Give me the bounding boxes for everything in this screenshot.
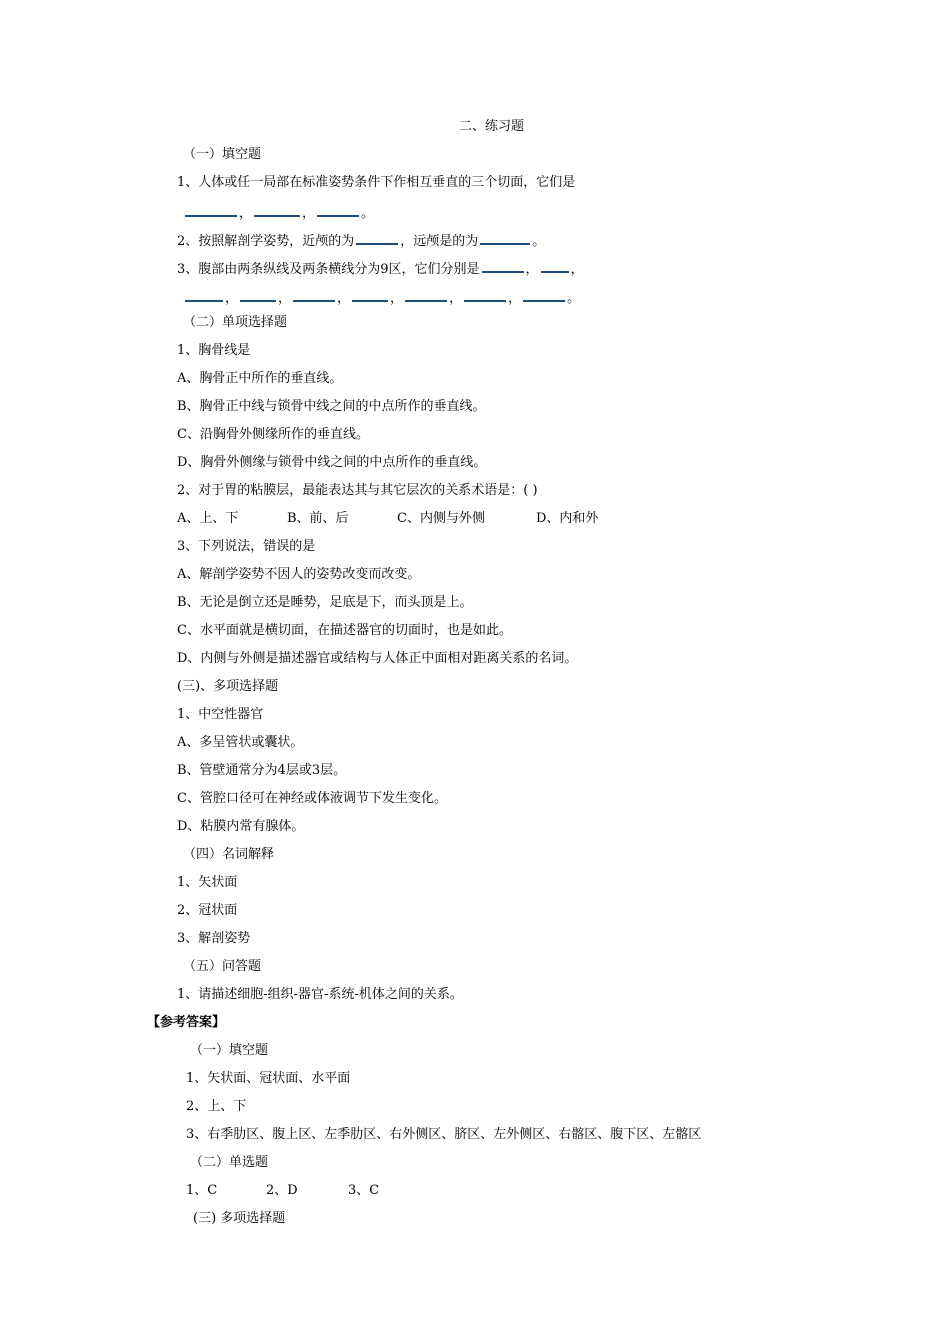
fill-question-3-blanks: ， ， ， ， ， ， 。 — [183, 287, 580, 308]
option-d: D、粘膜内常有腺体。 — [177, 819, 305, 834]
fill-question-2: 2、按照解剖学姿势，近颅的为 ，远颅是的为 。 — [177, 230, 545, 251]
multi-question-1: 1、中空性器官 — [177, 707, 264, 722]
answer-single-3: 3、C — [348, 1183, 380, 1198]
section-term-definitions: （四）名词解释 — [183, 847, 275, 862]
single-question-2: 2、对于胃的粘膜层，最能表达其与其它层次的关系术语是：( ) — [177, 483, 538, 498]
answer-fill-2: 2、上、下 — [186, 1099, 247, 1114]
blank-line — [405, 287, 447, 302]
option-b: B、管壁通常分为4层或3层。 — [177, 763, 347, 778]
fill-question-1: 1、人体或任一局部在标准姿势条件下作相互垂直的三个切面，它们是 — [177, 175, 576, 190]
term-3: 3、解剖姿势 — [177, 931, 251, 946]
answer-section-single: （二）单选题 — [190, 1155, 269, 1170]
option-c: C、沿胸骨外侧缘所作的垂直线。 — [177, 427, 369, 442]
single-question-3: 3、下列说法，错误的是 — [177, 539, 316, 554]
blank-line — [541, 258, 569, 273]
fill-question-1-blanks: ， ， 。 — [183, 202, 374, 223]
section-single-choice: （二）单项选择题 — [183, 315, 288, 330]
term-2: 2、冠状面 — [177, 903, 238, 918]
page-title: 二、练习题 — [459, 119, 525, 134]
option-a: A、解剖学姿势不因人的姿势改变而改变。 — [177, 567, 421, 582]
option-d: D、内侧与外侧是描述器官或结构与人体正中面相对距离关系的名词。 — [177, 651, 578, 666]
section-short-answer: （五）问答题 — [183, 959, 262, 974]
answer-fill-1: 1、矢状面、冠状面、水平面 — [186, 1071, 351, 1086]
section-multiple-choice: (三)、多项选择题 — [177, 679, 279, 694]
blank-line — [185, 287, 223, 302]
blank-line — [464, 287, 506, 302]
blank-line — [480, 230, 530, 245]
fill-question-3: 3、腹部由两条纵线及两条横线分为9区，它们分别是 ， ， — [177, 258, 584, 279]
answer-fill-3: 3、右季肋区、腹上区、左季肋区、右外侧区、脐区、左外侧区、右髂区、腹下区、左髂区 — [186, 1127, 702, 1142]
blank-line — [254, 202, 300, 217]
answer-single-row — [186, 1182, 379, 1200]
answer-section-fill: （一）填空题 — [190, 1043, 269, 1058]
term-1: 1、矢状面 — [177, 875, 238, 890]
option-b: B、前、后 — [287, 511, 349, 526]
blank-line — [240, 287, 276, 302]
option-d: D、胸骨外侧缘与锁骨中线之间的中点所作的垂直线。 — [177, 455, 487, 470]
blank-line — [482, 258, 524, 273]
blank-line — [352, 287, 388, 302]
answer-section-multi: (三) 多项选择题 — [193, 1211, 286, 1226]
option-a: A、上、下 — [177, 511, 239, 526]
answer-single-1: 1、C — [186, 1183, 218, 1198]
blank-line — [317, 202, 359, 217]
answer-single-2: 2、D — [266, 1183, 298, 1198]
single-question-1: 1、胸骨线是 — [177, 343, 251, 358]
blank-line — [293, 287, 335, 302]
option-c: C、内侧与外侧 — [397, 511, 485, 526]
single-question-2-options — [177, 510, 598, 528]
answer-key-heading: 【参考答案】 — [147, 1015, 226, 1030]
section-fill-blank: （一）填空题 — [183, 147, 262, 162]
option-c: C、水平面就是横切面，在描述器官的切面时，也是如此。 — [177, 623, 512, 638]
option-b: B、胸骨正中线与锁骨中线之间的中点所作的垂直线。 — [177, 399, 486, 414]
blank-line — [185, 202, 237, 217]
option-d: D、内和外 — [536, 511, 599, 526]
option-b: B、无论是倒立还是睡势，足底是下，而头顶是上。 — [177, 595, 473, 610]
option-c: C、管腔口径可在神经或体液调节下发生变化。 — [177, 791, 447, 806]
blank-line — [523, 287, 565, 302]
short-answer-question-1: 1、请描述细胞-组织-器官-系统-机体之间的关系。 — [177, 987, 463, 1002]
option-a: A、多呈管状或囊状。 — [177, 735, 304, 750]
option-a: A、胸骨正中所作的垂直线。 — [177, 371, 343, 386]
blank-line — [356, 230, 398, 245]
